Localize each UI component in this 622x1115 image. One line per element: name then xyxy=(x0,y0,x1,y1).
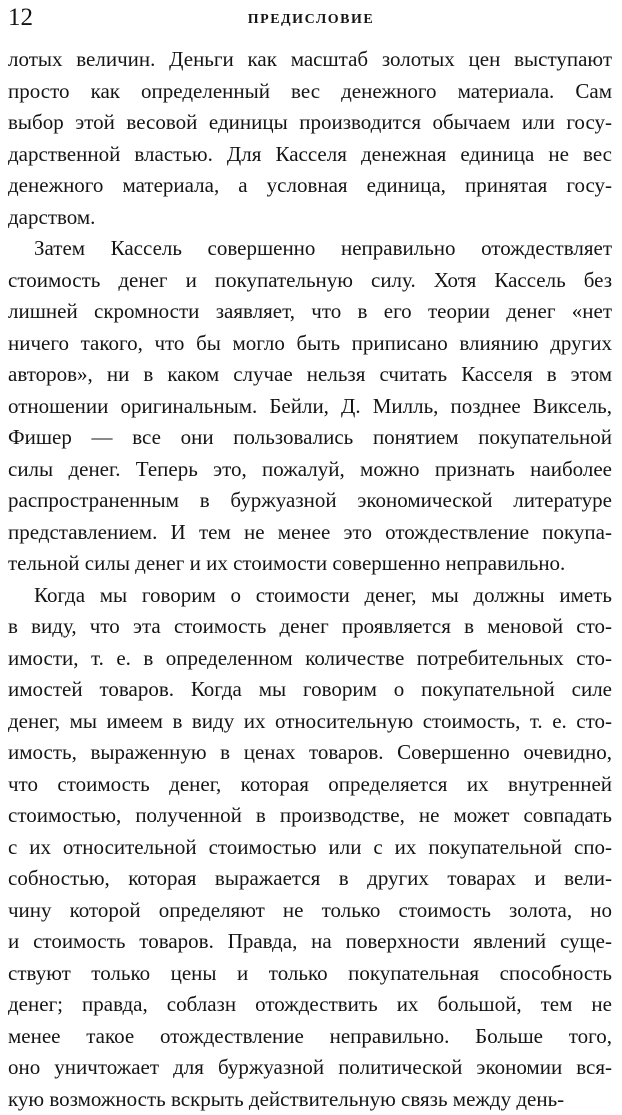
body-text xyxy=(8,44,612,1115)
text-line: с их относительной стоимостью или с их покупательной спо- xyxy=(8,832,612,864)
page-number: 12 xyxy=(8,4,33,32)
text-line: имости, т. е. в определенном количестве потребительных сто- xyxy=(8,643,612,675)
text-line: ничего такого, что бы могло быть приписано влиянию других xyxy=(8,328,612,360)
page-header xyxy=(0,0,622,40)
text-line: дарством. xyxy=(8,202,612,234)
text-line: кую возможность вскрыть действительную связь между день- xyxy=(8,1084,612,1115)
text-line: менее такое отождествление неправильно. Больше того, xyxy=(8,1021,612,1053)
paragraph xyxy=(8,44,612,233)
text-line: имостей товаров. Когда мы говорим о покупательной силе xyxy=(8,674,612,706)
text-line: отношении оригинальным. Бейли, Д. Милль, позднее Виксель, xyxy=(8,391,612,423)
text-line: распространенным в буржуазной экономической литературе xyxy=(8,485,612,517)
text-line: стоимостью, полученной в производстве, не может совпадать xyxy=(8,800,612,832)
text-line: Фишер — все они пользовались понятием покупательной xyxy=(8,422,612,454)
text-line: выбор этой весовой единицы производится обычаем или госу- xyxy=(8,107,612,139)
text-line: что стоимость денег, которая определяется их внутренней xyxy=(8,769,612,801)
text-line: имость, выраженную в ценах товаров. Совершенно очевидно, xyxy=(8,737,612,769)
text-line: чину которой определяют не только стоимость золота, но xyxy=(8,895,612,927)
text-line: тельной силы денег и их стоимости совершенно неправильно. xyxy=(8,548,612,580)
text-line: авторов», ни в каком случае нельзя считать Касселя в этом xyxy=(8,359,612,391)
text-line: в виду, что эта стоимость денег проявляется в меновой сто- xyxy=(8,611,612,643)
text-line: лотых величин. Деньги как масштаб золотых цен выступают xyxy=(8,44,612,76)
paragraph xyxy=(8,233,612,580)
text-line: собностью, которая выражается в других товарах и вели- xyxy=(8,863,612,895)
text-line: стоимость денег и покупательную силу. Хотя Кассель без xyxy=(8,265,612,297)
text-line: денег; правда, соблазн отождествить их большой, тем не xyxy=(8,989,612,1021)
text-line: лишней скромности заявляет, что в его теории денег «нет xyxy=(8,296,612,328)
paragraph xyxy=(8,580,612,1115)
text-line: Когда мы говорим о стоимости денег, мы должны иметь xyxy=(8,580,612,612)
text-line: представлением. И тем не менее это отождествление покупа- xyxy=(8,517,612,549)
text-line: Затем Кассель совершенно неправильно отождествляет xyxy=(8,233,612,265)
text-line: и стоимость товаров. Правда, на поверхности явлений суще- xyxy=(8,926,612,958)
text-line: силы денег. Теперь это, пожалуй, можно признать наиболее xyxy=(8,454,612,486)
text-line: ствуют только цены и только покупательная способность xyxy=(8,958,612,990)
running-title: ПРЕДИСЛОВИЕ xyxy=(0,12,622,28)
text-line: просто как определенный вес денежного материала. Сам xyxy=(8,76,612,108)
text-line: денег, мы имеем в виду их относительную стоимость, т. е. сто- xyxy=(8,706,612,738)
text-line: денежного материала, а условная единица, принятая госу- xyxy=(8,170,612,202)
text-line: дарственной властью. Для Касселя денежная единица не вес xyxy=(8,139,612,171)
text-line: оно уничтожает для буржуазной политической экономии вся- xyxy=(8,1052,612,1084)
